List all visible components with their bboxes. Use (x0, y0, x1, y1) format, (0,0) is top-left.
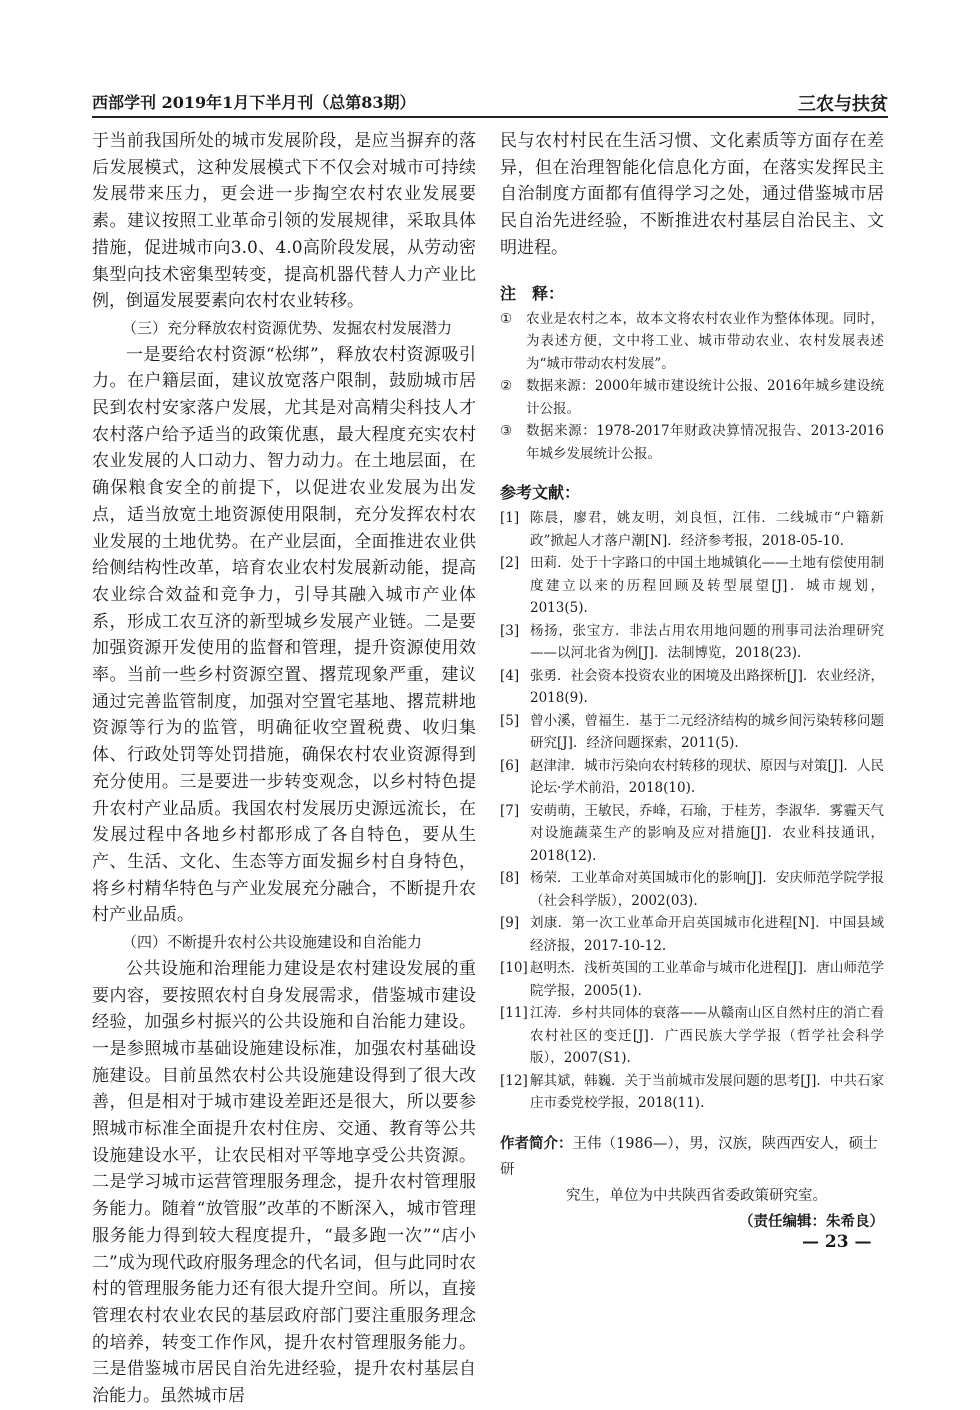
reference-item (500, 507, 884, 552)
note-number: ② (500, 378, 513, 395)
reference-number: [6] (500, 757, 520, 774)
note-text: 数据来源：2000年城市建设统计公报、2016年城乡建设统计公报。 (526, 378, 884, 417)
reference-text: 刘康．第一次工业革命开启英国城市化进程[N]．中国县域经济报，2017-10-12. (530, 915, 884, 954)
references-title: 参考文献： (500, 483, 581, 503)
note-item (500, 308, 884, 376)
reference-text: 赵津津．城市污染向农村转移的现状、原因与对策[J]．人民论坛·学术前沿，2018(10). (530, 757, 884, 797)
reference-item (500, 912, 884, 957)
reference-text: 赵明杰．浅析英国的工业革命与城市化进程[J]．唐山师范学院学报，2005(1). (530, 960, 884, 999)
reference-number: [9] (500, 915, 520, 932)
reference-number: [10] (500, 960, 528, 977)
reference-number: [4] (500, 667, 520, 684)
reference-text: 江涛．乡村共同体的衰落——从赣南山区自然村庄的消亡看农村社区的变迁[J]．广西民族大学学报（哲学社会科学版），2007(S1). (530, 1005, 884, 1067)
reference-number: [5] (500, 712, 520, 729)
note-text: 数据来源：1978-2017年财政决算情况报告、2013-2016年城乡发展统计公报。 (526, 423, 884, 462)
body-paragraph-2: 一是要给农村资源“松绑”，释放农村资源吸引力。在户籍层面，建议放宽落户限制，鼓励城市居民到农村安家落户发展，尤其是对高精尖科技人才农村落户给予适当的政策优惠，最大程度充实农村农业发展的人口动力、智力动力。在土地层面，在确保粮食安全的前提下，以促进农业发展为出发点，适当放宽土地资源使用限制，充分发挥农村农业发展的土地优势。在产业层面，全面推进农业供给侧结构性改革，培育农业农村发展新动能，提高农业综合效益和竞争力，引导其融入城市产业体系，形成工农互济的新型城乡发展产业链。二是要加强资源开发使用的监督和管理，提升资源使用效率。当前一些乡村资源空置、撂荒现象严重，建议通过完善监管制度，加强对空置宅基地、撂荒耕地资源等行为的监管，明确征收空置税费、收归集体、行政处罚等处罚措施，确保农村农业资源得到充分使用。三是要进一步转变观念，以乡村特色提升农村产业品质。我国农村发展历史源远流长，在发展过程中各地乡村都形成了各自特色，要从生产、生活、文化、生态等方面发掘乡村自身特色，将乡村精华特色与产业发展充分融合，不断提升农村产业品质。 (92, 344, 476, 926)
reference-text: 安萌萌，王敏民，乔峰，石瑜，于桂芳，李淑华．雾霾天气对设施蔬菜生产的影响及应对措施[J]．农业科技通讯，2018(12). (530, 802, 884, 864)
reference-number: [3] (500, 622, 520, 639)
reference-item (500, 1070, 884, 1115)
reference-item (500, 867, 884, 912)
reference-text: 田莉．处于十字路口的中国土地城镇化——土地有偿使用制度建立以来的历程回顾及转型展望[J]．城市规划，2013(5). (530, 555, 884, 617)
body-paragraph-1: 于当前我国所处的城市发展阶段，是应当摒弃的落后发展模式，这种发展模式下不仅会对城市可持续发展带来压力，更会进一步掏空农村农业发展要素。建议按照工业革命引领的发展规律，采取具体措施，促进城市向3.0、4.0高阶段发展，从劳动密集型向技术密集型转变，提高机器代替人力产业比例，倒逼发展要素向农村农业转移。 (92, 131, 476, 312)
author-bio (500, 1131, 884, 1183)
reference-item (500, 552, 884, 620)
reference-number: [11] (500, 1005, 528, 1022)
page-number: — 23 — (802, 1232, 872, 1252)
body-paragraph-3: 公共设施和治理能力建设是农村建设发展的重要内容，要按照农村自身发展需求，借鉴城市建设经验，加强乡村振兴的公共设施和自治能力建设。一是参照城市基础设施建设标准，加强农村基础设施建设。目前虽然农村公共设施建设得到了很大改善，但是相对于城市建设差距还是很大，所以要参照城市标准全面提升农村住房、交通、教育等公共设施建设水平，让农民相对平等地享受公共资源。二是学习城市运营管理服务理念，提升农村管理服务能力。随着“放管服”改革的不断深入，城市管理服务能力得到较大程度提升，“最多跑一次”“店小二”成为现代政府服务理念的代名词，但与此同时农村的管理服务能力还有很大提升空间。所以，直接管理农村农业农民的基层政府部门要注重服务理念的培养，转变工作作风，提升农村管理服务能力。三是借鉴城市居民自治先进经验，提升农村基层自治能力。虽然城市居 (92, 958, 476, 1407)
references-list (500, 507, 884, 1115)
reference-item (500, 800, 884, 868)
header-rule (92, 116, 888, 118)
section-heading-4: （四）不断提升农村公共设施建设和自治能力 (122, 933, 423, 952)
reference-text: 解其斌，韩巍．关于当前城市发展问题的思考[J]．中共石家庄市委党校学报，2018(11). (530, 1072, 884, 1112)
reference-number: [12] (500, 1072, 528, 1089)
reference-text: 杨扬，张宝方．非法占用农用地问题的刑事司法治理研究——以河北省为例[J]．法制博览，2018(23). (530, 622, 884, 662)
left-column (92, 128, 476, 1410)
author-line-2: 究生，单位为中共陕西省委政策研究室。 (566, 1187, 827, 1204)
section-heading-3: （三）充分释放农村资源优势、发掘农村发展潜力 (122, 318, 453, 337)
author-label: 作者简介： (500, 1135, 573, 1152)
page-header (92, 84, 888, 118)
notes-list (500, 308, 884, 466)
reference-item (500, 665, 884, 710)
body-paragraph-continued: 民与农村村民在生活习惯、文化素质等方面存在差异，但在治理智能化信息化方面，在落实发挥民主自治制度方面都有值得学习之处，通过借鉴城市居民自治先进经验，不断推进农村基层自治民主、文明进程。 (500, 131, 884, 258)
reference-number: [8] (500, 870, 520, 887)
note-number: ① (500, 310, 513, 327)
reference-text: 曾小溪，曾福生．基于二元经济结构的城乡间污染转移问题研究[J]．经济问题探索，2011(5). (530, 712, 884, 752)
section-title: 三农与扶贫 (798, 94, 888, 115)
reference-text: 张勇．社会资本投资农业的困境及出路探析[J]．农业经济，2018(9). (530, 667, 884, 707)
right-column (500, 128, 884, 1235)
reference-item (500, 710, 884, 755)
journal-title: 西部学刊 2019年1月下半月刊（总第83期） (92, 93, 416, 112)
notes-title: 注 释： (500, 283, 565, 303)
reference-item (500, 957, 884, 1002)
note-item (500, 420, 884, 465)
reference-item (500, 620, 884, 665)
note-number: ③ (500, 423, 513, 440)
reference-text: 陈晨，廖君，姚友明，刘良恒，江伟．二线城市“户籍新政”掀起人才落户潮[N]．经济参考报，2018-05-10. (530, 510, 884, 549)
responsible-editor: （责任编辑：朱希良） (739, 1212, 884, 1230)
reference-item (500, 1002, 884, 1070)
reference-number: [7] (500, 802, 520, 819)
note-item (500, 375, 884, 420)
note-text: 农业是农村之本，故本文将农村农业作为整体体现。同时，为表述方便，文中将工业、城市带动农业、农村发展表述为“城市带动农村发展”。 (526, 310, 884, 372)
reference-text: 杨荣．工业革命对英国城市化的影响[J]．安庆师范学院学报（社会科学版），2002(03). (530, 870, 884, 909)
reference-item (500, 755, 884, 800)
reference-number: [2] (500, 555, 520, 572)
reference-number: [1] (500, 510, 520, 527)
author-line-1: 王伟（1986—），男，汉族，陕西西安人，硕士研 (500, 1135, 878, 1178)
